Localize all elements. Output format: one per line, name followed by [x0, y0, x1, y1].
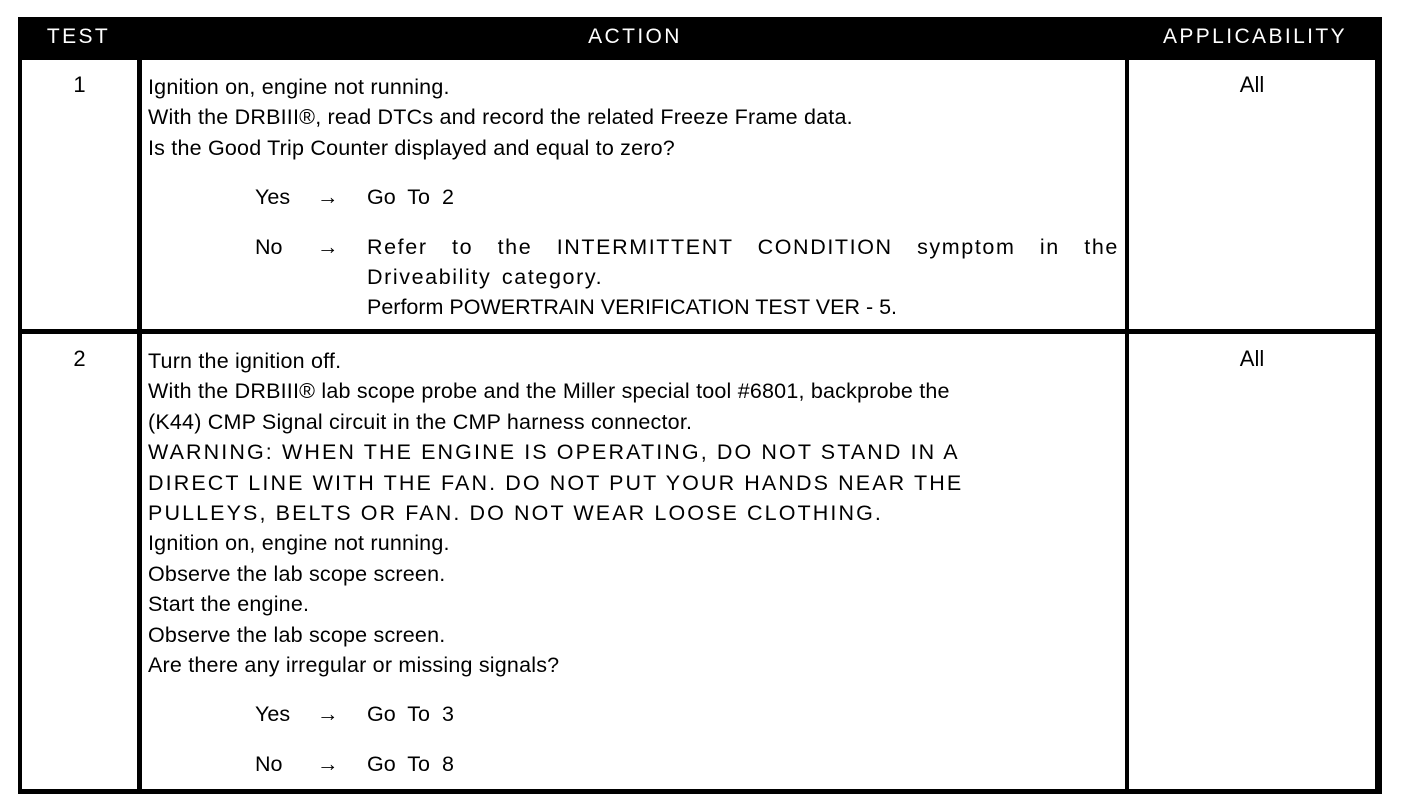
action-line: (K44) CMP Signal circuit in the CMP harness connector.	[148, 409, 693, 434]
yes-response	[255, 699, 1119, 729]
action-line: Ignition on, engine not running.	[148, 75, 450, 99]
arrow-icon: →	[317, 702, 339, 727]
warning-line: WARNING: WHEN THE ENGINE IS OPERATING, DO NOT STAND IN A	[148, 440, 960, 465]
no-result-perform: Perform POWERTRAIN VERIFICATION TEST VER - 5.	[367, 295, 898, 320]
yes-label: Yes	[255, 702, 291, 727]
no-result: Go To 8	[367, 751, 454, 776]
row-2-test-number: 2	[22, 334, 137, 789]
action-line: With the DRBIII®, read DTCs and record the related Freeze Frame data.	[148, 105, 853, 130]
row-1-applicability: All	[1129, 60, 1375, 329]
yes-result: Go To 3	[367, 702, 454, 727]
no-label: No	[255, 234, 283, 259]
action-line: Start the engine.	[148, 592, 310, 617]
row-2-action	[142, 334, 1125, 789]
header-applicability: APPLICABILITY	[1162, 25, 1348, 48]
action-line: Turn the ignition off.	[148, 349, 342, 373]
action-line: Are there any irregular or missing signals?	[148, 653, 560, 678]
yes-response	[255, 182, 1119, 212]
arrow-icon: →	[317, 234, 339, 259]
row-1-action	[142, 60, 1125, 329]
no-result-refer: Refer to the INTERMITTENT CONDITION symptom in the Driveability category.	[367, 234, 1119, 290]
arrow-icon: →	[317, 185, 339, 210]
yes-label: Yes	[255, 185, 291, 210]
header-action: ACTION	[588, 25, 682, 48]
warning-line: DIRECT LINE WITH THE FAN. DO NOT PUT YOUR HANDS NEAR THE	[148, 470, 964, 495]
warning-line: PULLEYS, BELTS OR FAN. DO NOT WEAR LOOSE CLOTHING.	[148, 501, 884, 526]
no-response	[255, 232, 1119, 323]
no-label: No	[255, 751, 283, 776]
action-line: Observe the lab scope screen.	[148, 622, 446, 647]
action-line: Observe the lab scope screen.	[148, 561, 446, 586]
action-line: Ignition on, engine not running.	[148, 531, 450, 556]
header-test: TEST	[46, 25, 111, 48]
no-response	[255, 749, 1119, 779]
yes-result: Go To 2	[367, 185, 454, 210]
diagnostic-table	[18, 17, 1382, 794]
row-1-test-number: 1	[22, 60, 137, 329]
arrow-icon: →	[317, 751, 339, 776]
action-line: Is the Good Trip Counter displayed and equal to zero?	[148, 135, 675, 160]
action-line: With the DRBIII® lab scope probe and the Miller special tool #6801, backprobe the	[148, 379, 950, 404]
row-2-applicability: All	[1129, 334, 1375, 789]
